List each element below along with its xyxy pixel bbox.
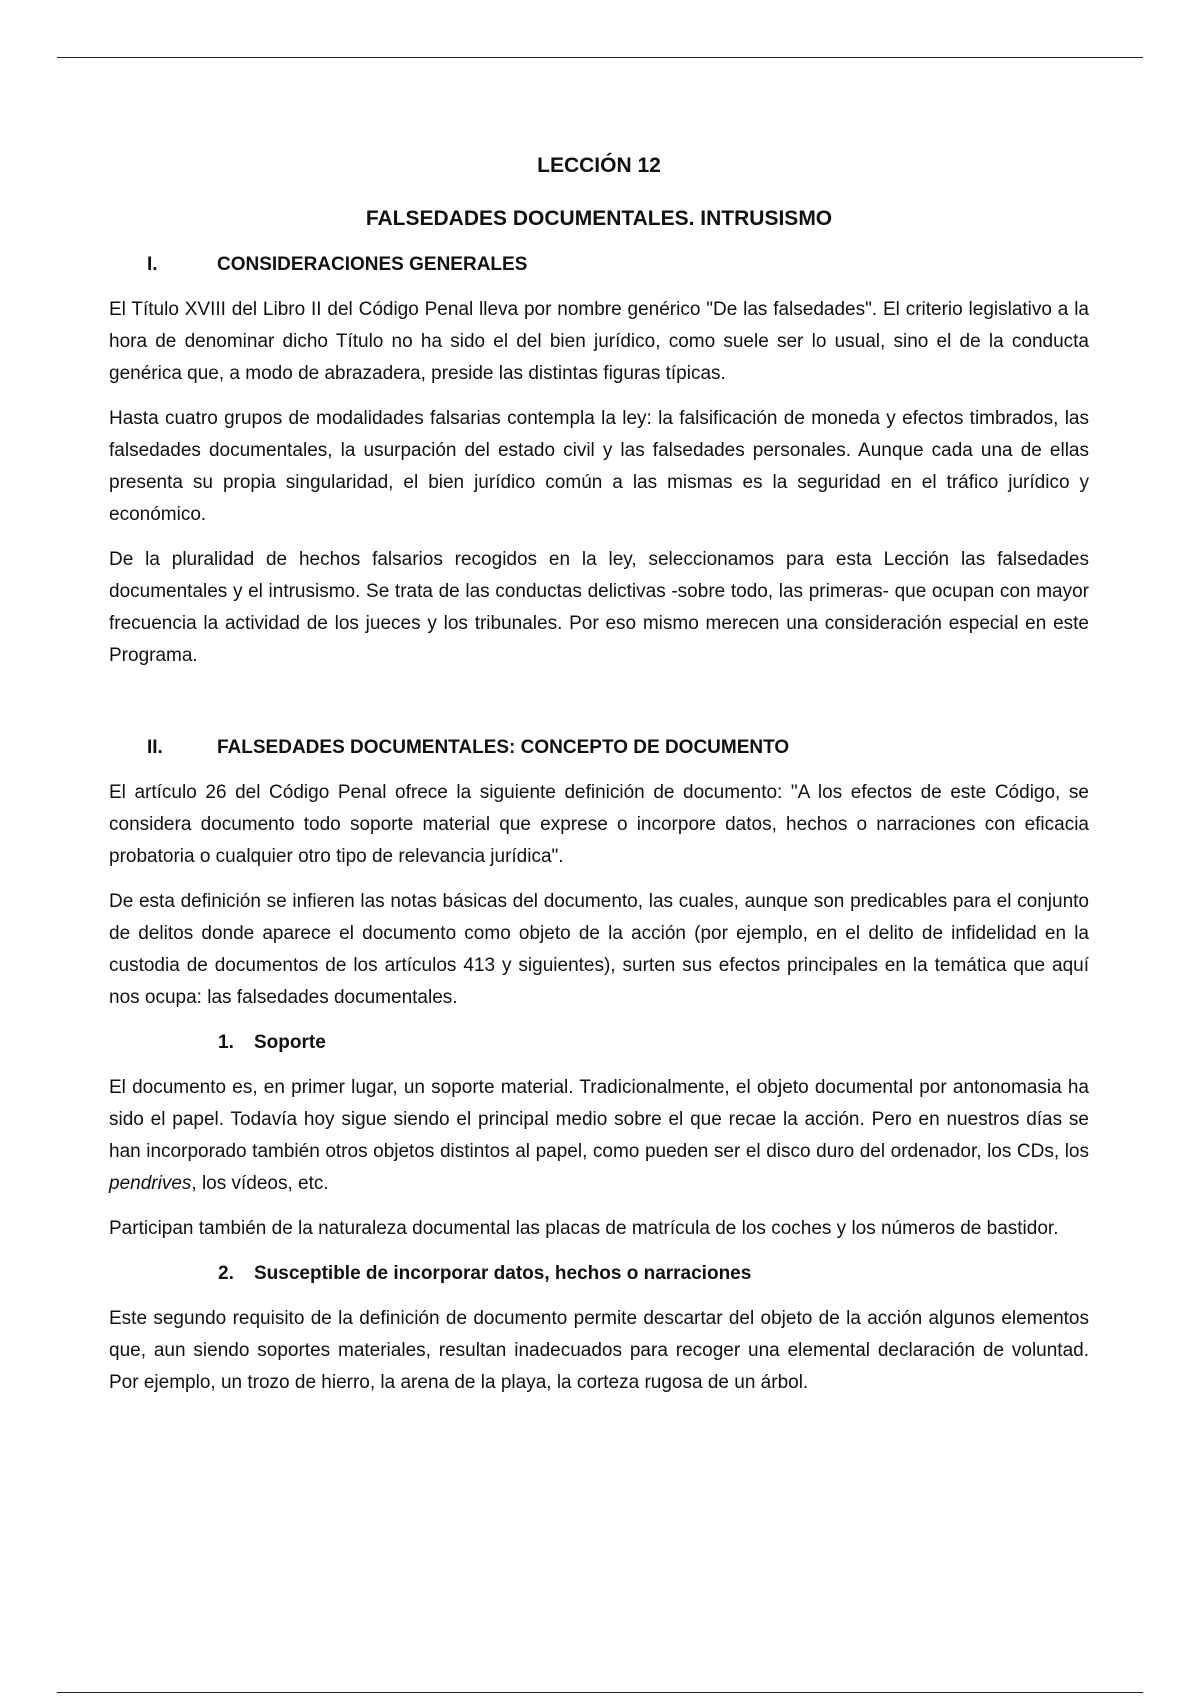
section-title: FALSEDADES DOCUMENTALES: CONCEPTO DE DOCUMENTO xyxy=(217,737,790,758)
section-heading-2 xyxy=(109,734,1089,762)
header-rule xyxy=(57,57,1143,58)
paragraph xyxy=(109,1072,1089,1200)
section-title: CONSIDERACIONES GENERALES xyxy=(217,254,528,275)
paragraph: El Título XVIII del Libro II del Código Penal lleva por nombre genérico "De las falsedades". El criterio legislativo a la hora de denominar dicho Título no ha sido el del bien jurídico, como suele ser lo usual, sino el de la conducta genérica que, a modo de abrazadera, preside las distintas figuras típicas. xyxy=(109,299,1089,384)
subsection-number: 1. xyxy=(218,1032,234,1053)
section-number: II. xyxy=(147,737,163,758)
footer-rule xyxy=(57,1692,1143,1693)
subsection-title: Susceptible de incorporar datos, hechos o narraciones xyxy=(254,1263,752,1284)
paragraph: Participan también de la naturaleza documental las placas de matrícula de los coches y los números de bastidor. xyxy=(109,1218,1059,1239)
paragraph: Hasta cuatro grupos de modalidades falsarias contempla la ley: la falsificación de moneda y efectos timbrados, las falsedades documentales, la usurpación del estado civil y las falsedades personales. Aunque cada una de ellas presenta su propia singularidad, el bien jurídico común a las mismas es la seguridad en el tráfico jurídico y económico. xyxy=(109,408,1089,525)
subsection-number: 2. xyxy=(218,1263,234,1284)
section-number: I. xyxy=(147,254,158,275)
paragraph: Este segundo requisito de la definición de documento permite descartar del objeto de la acción algunos elementos que, aun siendo soportes materiales, resultan inadecuados para recoger una elemental declaración de voluntad. Por ejemplo, un trozo de hierro, la arena de la playa, la corteza rugosa de un árbol. xyxy=(109,1308,1089,1393)
paragraph-text: El documento es, en primer lugar, un soporte material. Tradicionalmente, el objeto documental por antonomasia ha sido el papel. Todavía hoy sigue siendo el principal medio sobre el que recae la acción. Pero en nuestros días se han incorporado también otros objetos distintos al papel, como pueden ser el disco duro del ordenador, los CDs, los xyxy=(109,1077,1089,1162)
paragraph-text: , los vídeos, etc. xyxy=(191,1173,329,1194)
document-body xyxy=(109,140,1089,1399)
subsection-title: Soporte xyxy=(254,1032,326,1053)
document-title: FALSEDADES DOCUMENTALES. INTRUSISMO xyxy=(365,207,833,230)
section-heading-1 xyxy=(109,251,1089,279)
paragraph: De la pluralidad de hechos falsarios recogidos en la ley, seleccionamos para esta Lección las falsedades documentales y el intrusismo. Se trata de las conductas delictivas -sobre todo, las primeras- que ocupan con mayor frecuencia la actividad de los jueces y los tribunales. Por eso mismo merecen una consideración especial en este Programa. xyxy=(109,549,1089,666)
paragraph: De esta definición se infieren las notas básicas del documento, las cuales, aunque son predicables para el conjunto de delitos donde aparece el documento como objeto de la acción (por ejemplo, en el delito de infidelidad en la custodia de documentos de los artículos 413 y siguientes), surten sus efectos principales en la temática que aquí nos ocupa: las falsedades documentales. xyxy=(109,891,1089,1008)
paragraph-emphasis: pendrives xyxy=(109,1173,192,1194)
subsection-heading-1 xyxy=(109,1029,1089,1057)
paragraph: El artículo 26 del Código Penal ofrece la siguiente definición de documento: "A los efectos de este Código, se considera documento todo soporte material que exprese o incorpore datos, hechos o narraciones con eficacia probatoria o cualquier otro tipo de relevancia jurídica". xyxy=(109,782,1089,867)
lesson-title: LECCIÓN 12 xyxy=(537,154,661,177)
subsection-heading-2 xyxy=(109,1260,1089,1288)
